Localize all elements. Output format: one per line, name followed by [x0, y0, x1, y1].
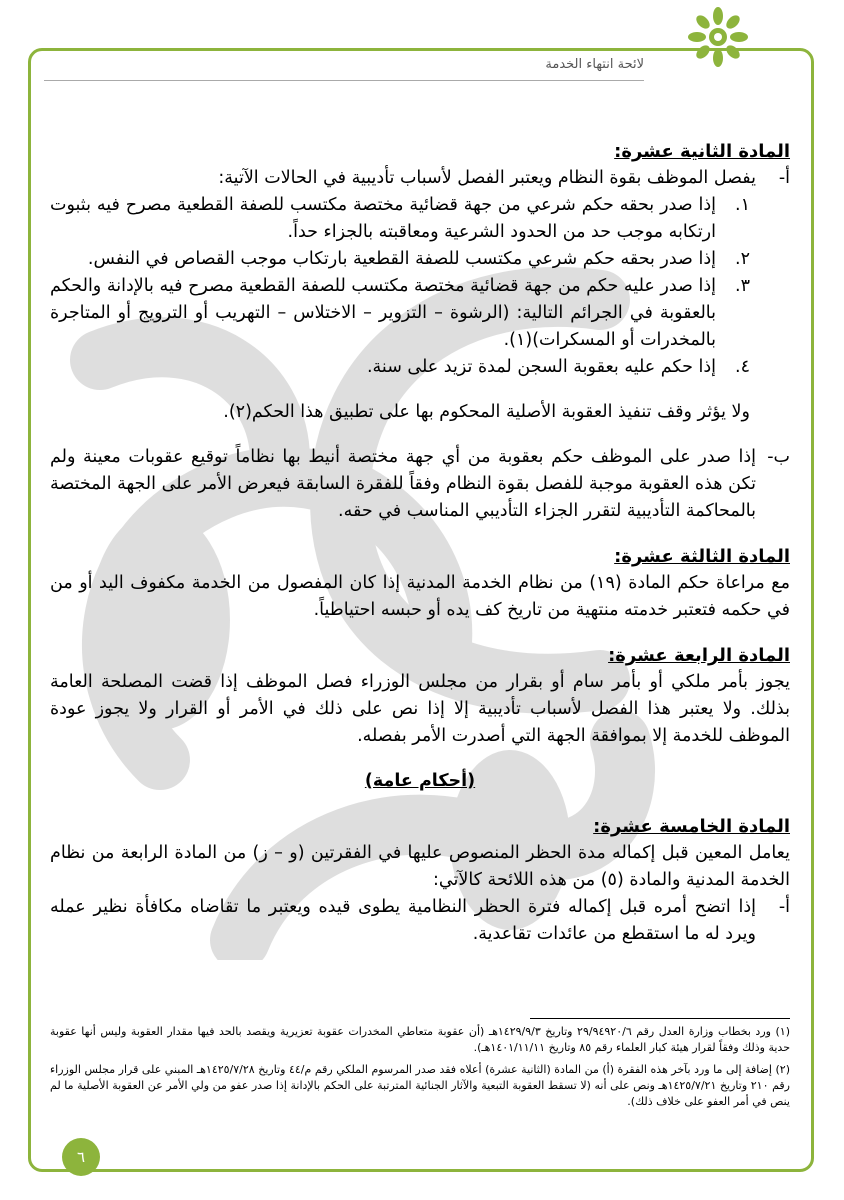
clause-label: أ-	[778, 168, 790, 188]
footnote: (٢) إضافة إلى ما ورد بآخر هذه الفقرة (أ) من المادة (الثانية عشرة) أعلاه فقد صدر المرسوم الملكي رقم م/٤٤ وتاريخ ١٤٢٥/٧/٢٨هـ المبني على قرار مجلس الوزراء رقم ٢١٠ وتاريخ ١٤٢٥/٧/٢١هـ ونص على أنه (لا تسقط العقوبة التبعية والآثار الجنائية المترتبة على الحكم بالإدانة إذا صدر عفو من ولي الأمر عن العقوبة الأصلية ما لم ينص في أمر العفو على خلاف ذلك).	[50, 1063, 790, 1108]
article-12-clause-a	[50, 165, 790, 192]
list-item	[50, 246, 750, 273]
clause-text: إذا صدر على الموظف حكم بعقوبة من أي جهة مختصة أنيط بها نظاماً توقيع عقوبات معينة ولم تكن هذه العقوبة موجبة للفصل بقوة النظام وفقاً للفقرة السابقة فيعرض الأمر على الجهة المختصة بالمحاكمة التأديبية لتقرر الجزاء التأديبي المناسب في حقه.	[50, 447, 756, 521]
article-14-text: يجوز بأمر ملكي أو بأمر سام أو بقرار من مجلس الوزراء فصل الموظف إذا قضت المصلحة العامة بذلك. ولا يعتبر هذا الفصل لأسباب تأديبية إلا إذا نص على ذلك في الأمر أو القرار ولا يجوز عودة الموظف للخدمة إلا بموافقة الجهة التي أصدرت الأمر بفصله.	[50, 672, 790, 746]
article-12-note: ولا يؤثر وقف تنفيذ العقوبة الأصلية المحكوم بها على تطبيق هذا الحكم(٢).	[223, 402, 750, 422]
clause-text: إذا اتضح أمره قبل إكماله فترة الحظر النظامية يطوى قيده ويعتبر ما تقاضاه مكافأة نظير عمله ويرد له ما استقطع من عائدات تقاعدية.	[50, 897, 756, 944]
general-provisions-title: (أحكام عامة)	[364, 771, 476, 791]
emblem-logo-icon	[678, 4, 758, 70]
footnote: (١) ورد بخطاب وزارة العدل رقم ٢٩/٩٤٩٢٠/٦ وتاريخ ١٤٢٩/٩/٣هـ (أن عقوبة متعاطي المخدرات عقوبة تعزيرية ويقصد بالحد فيها مقدار العقوبة وليس أنها عقوبة حدية وذلك وفقاً لقرار هيئة كبار العلماء رقم ٨٥ وتاريخ ١٤٠١/١١/١١هـ).	[50, 1025, 790, 1054]
general-provisions-heading	[50, 768, 790, 795]
header-divider	[44, 80, 644, 81]
footnotes	[50, 1024, 790, 1116]
article-14-title: المادة الرابعة عشرة:	[608, 645, 790, 666]
article-12-clause-b	[50, 444, 790, 525]
article-15-title: المادة الخامسة عشرة:	[593, 816, 790, 837]
article-12-items	[50, 192, 790, 381]
item-number: ١.	[735, 195, 750, 215]
item-number: ٣.	[735, 276, 750, 296]
header-title: لائحة انتهاء الخدمة	[545, 57, 644, 72]
item-number: ٤.	[735, 357, 750, 377]
article-12-title: المادة الثانية عشرة:	[614, 141, 790, 162]
item-number: ٢.	[735, 249, 750, 269]
item-text: إذا صدر بحقه حكم شرعي مكتسب للصفة القطعية بارتكاب موجب القصاص في النفس.	[87, 249, 716, 269]
item-text: إذا صدر بحقه حكم شرعي من جهة قضائية مختصة مكتسب للصفة القطعية مصرح فيه بثبوت ارتكابه موجب حد من الحدود الشرعية ومعاقبته بالجزاء حداً.	[50, 195, 716, 242]
list-item	[50, 192, 750, 246]
page-number: ٦	[62, 1138, 100, 1176]
article-13-title: المادة الثالثة عشرة:	[614, 546, 790, 567]
article-15-clause-a	[50, 894, 790, 948]
item-text: إذا حكم عليه بعقوبة السجن لمدة تزيد على سنة.	[366, 357, 716, 377]
clause-text: يفصل الموظف بقوة النظام ويعتبر الفصل لأسباب تأديبية في الحالات الآتية:	[218, 168, 756, 188]
clause-label: ب-	[767, 447, 790, 467]
list-item	[50, 273, 750, 354]
article-13-text: مع مراعاة حكم المادة (١٩) من نظام الخدمة المدنية إذا كان المفصول من الخدمة مكفوف اليد أو من في حكمه فتعتبر خدمته منتهية من تاريخ كف يده أو حبسه احتياطياً.	[50, 573, 790, 620]
item-text: إذا صدر عليه حكم من جهة قضائية مختصة مكتسب للصفة القطعية مصرح فيه بالإدانة والحكم بالعقوبة في الجرائم التالية: (الرشوة – التزوير – الاختلاس – التهريب أو الترويج أو المتاجرة بالمخدرات أو المسكرات)(١).	[50, 276, 716, 350]
document-body	[50, 138, 790, 948]
footnote-divider	[530, 1018, 790, 1019]
list-item	[50, 354, 750, 381]
clause-label: أ-	[778, 897, 790, 917]
article-15-text: يعامل المعين قبل إكماله مدة الحظر المنصوص عليها في الفقرتين (و – ز) من المادة الرابعة من نظام الخدمة المدنية والمادة (٥) من هذه اللائحة كالآتي:	[50, 843, 790, 890]
